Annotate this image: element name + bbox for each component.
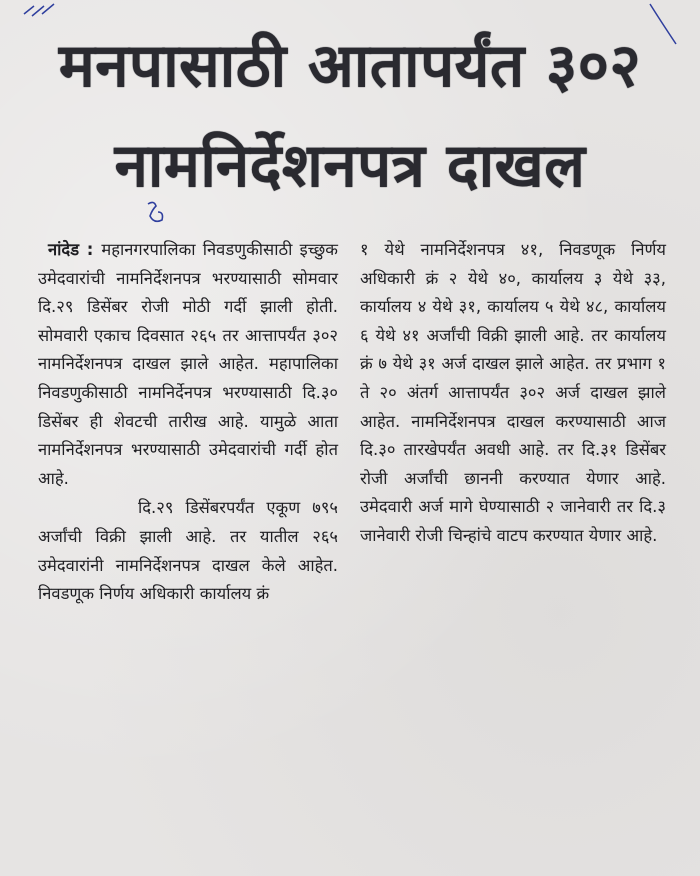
pen-scribble-top-left <box>20 0 60 20</box>
article-column-right <box>360 236 666 551</box>
article-paragraph: १ येथे नामनिर्देशनपत्र ४१, निवडणूक निर्णय अधिकारी क्रं २ येथे ४०, कार्यालय ३ येथे ३३, कार्यालय ४ येथे ३१, कार्यालय ५ येथे ४८, कार्यालय ६ येथे ४१ अर्जांची विक्री झाली आहे. तर कार्यालय क्रं ७ येथे ३१ अर्ज दाखल झाले आहेत. तर प्रभाग १ ते २० अंतर्ग आत्तापर्यंत ३०२ अर्ज दाखल झाले आहेत. नामनिर्देशनपत्र दाखल करण्यासाठी आज दि.३० तारखेपर्यंत अवधी आहे. तर दि.३१ डिसेंबर रोजी अर्जांची छाननी करण्यात येणार आहे. उमेदवारी अर्ज मागे घेण्यासाठी २ जानेवारी तर दि.३ जानेवारी रोजी चिन्हांचे वाटप करण्यात येणार आहे. <box>360 240 666 545</box>
dateline: नांदेड : <box>48 240 94 259</box>
headline-line-2: नामनिर्देशनपत्र दाखल <box>114 131 586 201</box>
headline-line-1: मनपासाठी आतापर्यंत ३०२ <box>58 31 642 101</box>
paragraph-text: महानगरपालिका निवडणुकीसाठी इच्छुक उमेदवारांची नामनिर्देशनपत्र भरण्यासाठी सोमवार दि.२९ डिसेंबर रोजी मोठी गर्दी झाली होती. सोमवारी एकाच दिवसात २६५ तर आत्तापर्यंत ३०२ नामनिर्देशनपत्र दाखल झाले आहेत. महापालिका निवडणुकीसाठी नामनिर्देनपत्र भरण्यासाठी दि.३० डिसेंबर ही शेवटची तारीख आहे. यामुळे आता नामनिर्देशनपत्र भरण्यासाठी उमेदवारांची गर्दी होत आहे. <box>38 240 338 488</box>
handwritten-pen-mark <box>142 198 168 228</box>
article-paragraph <box>38 236 338 493</box>
article-column-left <box>38 236 338 609</box>
article-paragraph: दि.२९ डिसेंबरपर्यंत एकूण ७९५ अर्जांची विक्री झाली आहे. तर यातील २६५ उमेदवारांनी नामनिर्देशनपत्र दाखल केले आहेत. निवडणूक निर्णय अधिकारी कार्यालय क्रं <box>38 498 338 604</box>
